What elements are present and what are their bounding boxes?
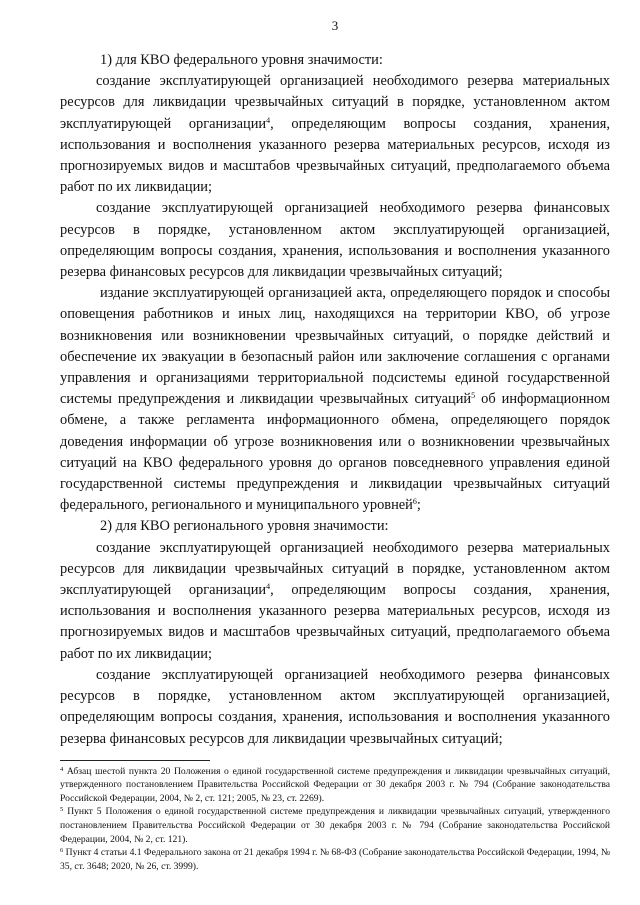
paragraph-material-reserve-regional: создание эксплуатирующей организацией необходимого резерва материальных ресурсов для ликвидации чрезвычайных ситуаций в порядке, установленном актом эксплуатирующей организации$^4$, определяющим вопросы создания, хранения, использования и восполнения указанного резерва материальных ресурсов, исходя из прогнозируемых видов и масштабов чрезвычайных ситуаций, предполагаемого объема работ по их ликвидации; <box>60 539 610 662</box>
footnote-ref: 4 <box>266 582 271 592</box>
footnote-divider <box>60 760 210 761</box>
footnote-ref: 4 <box>266 115 271 125</box>
paragraph-financial-reserve-regional: создание эксплуатирующей организацией необходимого резерва финансовых ресурсов в порядке, установленном актом эксплуатирующей организацией, определяющим вопросы создания, хранения, использования и восполнения указанного резерва финансовых ресурсов для ликвидации чрезвычайных ситуаций; <box>60 666 610 747</box>
footnote-ref: 6 <box>412 497 417 507</box>
paragraph-financial-reserve-federal: создание эксплуатирующей организацией необходимого резерва финансовых ресурсов в порядке, установленном актом эксплуатирующей организацией, определяющим вопросы создания, хранения, использования и восполнения указанного резерва финансовых ресурсов для ликвидации чрезвычайных ситуаций; <box>60 200 610 281</box>
paragraph-material-reserve-federal: создание эксплуатирующей организацией необходимого резерва материальных ресурсов для ликвидации чрезвычайных ситуаций в порядке, установленном актом эксплуатирующей организации$^4$, определяющим вопросы создания, хранения, использования и восполнения указанного резерва материальных ресурсов, исходя из прогнозируемых видов и масштабов чрезвычайных ситуаций, предполагаемого объема работ по их ликвидации; <box>60 73 610 196</box>
document-body <box>60 50 610 750</box>
footnote-6: $^6$ Пункт 4 статьи 4.1 Федерального закона от 21 декабря 1994 г. № 68-ФЗ (Собрание законодательства Российской Федерации, 1994, № 35, ст. 3648; 2020, № 26, ст. 3999). <box>60 847 610 872</box>
footnotes <box>60 765 610 874</box>
section-heading-federal: 1) для КВО федерального уровня значимости: <box>100 52 383 68</box>
footnote-ref: 5 <box>471 391 476 401</box>
section-heading-regional: 2) для КВО регионального уровня значимости: <box>100 518 389 535</box>
footnote-5: $^5$ Пункт 5 Положения о единой государственной системе предупреждения и ликвидации чрезвычайных ситуаций, утвержденного постановлением Правительства Российской Федерации от 30 декабря 2003 г. № 794 (Собрание законодательства Российской Федерации, 2004, № 2, ст. 121). <box>60 806 610 845</box>
page-number: 3 <box>331 18 339 33</box>
paragraph-notification-act: издание эксплуатирующей организацией акта, определяющего порядок и способы оповещения работников и иных лиц, находящихся на территории КВО, об угрозе возникновения или возникновении чрезвычайных ситуаций, о порядке действий и обеспечение их эвакуации в безопасный район или заключение соглашения с органами управления и организациями территориальной подсистемы единой государственной системы предупреждения и ликвидации чрезвычайных ситуаций$^5$ об информационном обмене, а также регламента информационного обмена, определяющего порядок доведения информации об угрозе возникновения или о возникновении чрезвычайных ситуаций на КВО федерального уровня до органов повседневного управления единой государственной системы предупреждения и ликвидации чрезвычайных ситуаций федерального, регионального и муниципального уровней$^6$; <box>60 285 610 514</box>
footnote-4: $^4$ Абзац шестой пункта 20 Положения о единой государственной системе предупреждения и ликвидации чрезвычайных ситуаций, утвержденного постановлением Правительства Российской Федерации от 30 декабря 2003 г. № 794 (Собрание законодательства Российской Федерации, 2004, № 2, ст. 121; 2005, № 23, ст. 2269). <box>60 765 610 804</box>
